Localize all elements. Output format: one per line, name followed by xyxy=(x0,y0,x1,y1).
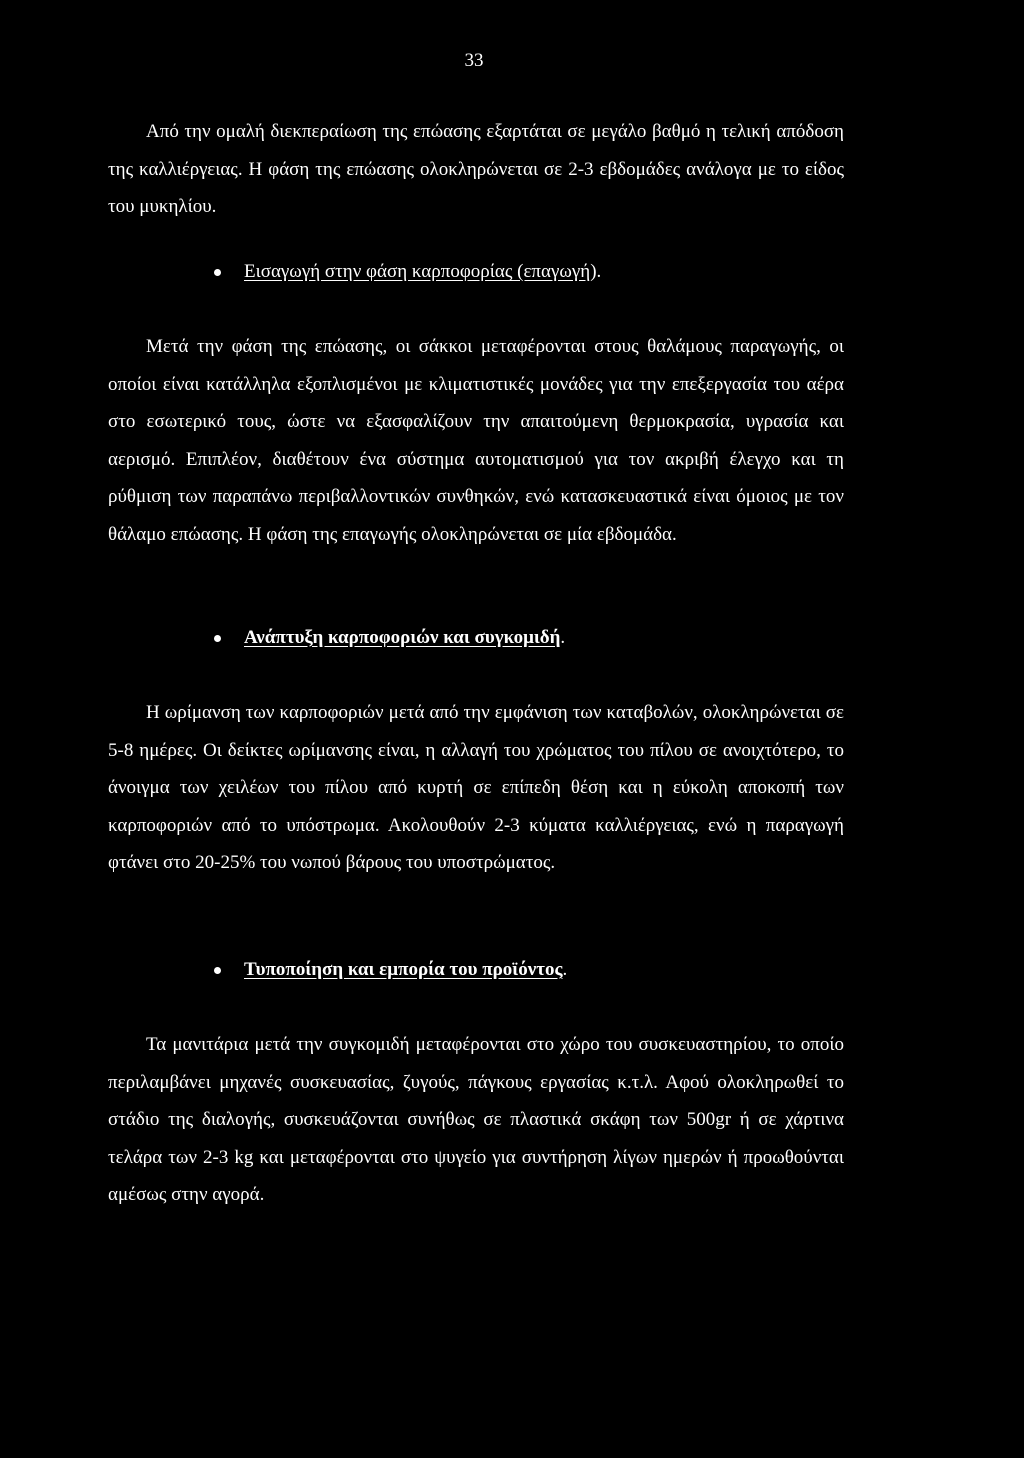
heading-punctuation: ). xyxy=(590,261,602,282)
section-heading-fruiting-induction xyxy=(214,259,601,285)
bullet-icon xyxy=(214,269,221,276)
section-heading-packaging-trade xyxy=(214,957,567,983)
paragraph-packaging: Τα μανιτάρια μετά την συγκομιδή μεταφέρονται στο χώρο του συσκευαστηρίου, το οποίο περιλαμβάνει μηχανές συσκευασίας, ζυγούς, πάγκους εργασίας κ.τ.λ. Αφού ολοκληρωθεί το στάδιο της διαλογής, συσκευάζονται συνήθως σε πλαστικά σκάφη των 500gr ή σε χάρτινα τελάρα των 2-3 kg και μεταφέρονται στο ψυγείο για συντήρηση λίγων ημερών ή προωθούνται αμέσως στην αγορά. xyxy=(108,1034,844,1205)
section-heading-development-harvest xyxy=(214,625,565,651)
heading-punctuation: . xyxy=(560,627,566,648)
bullet-icon xyxy=(214,967,221,974)
paragraph-maturation: Η ωρίμανση των καρποφοριών μετά από την εμφάνιση των καταβολών, ολοκληρώνεται σε 5-8 ημέρες. Οι δείκτες ωρίμανσης είναι, η αλλαγή του χρώματος του πίλου σε ανοιχτότερο, το άνοιγμα των χειλέων του πίλου από κυρτή σε επίπεδη θέση και η εύκολη αποκοπή των καρποφοριών από το υπόστρωμα. Ακολουθούν 2-3 κύματα καλλιέργειας, ενώ η παραγωγή φτάνει στο 20-25% του νωπού βάρους του υποστρώματος. xyxy=(108,702,844,873)
paragraph-production-chambers: Μετά την φάση της επώασης, οι σάκκοι μεταφέρονται στους θαλάμους παραγωγής, οι οποίοι είναι κατάλληλα εξοπλισμένοι με κλιματιστικές μονάδες για την επεξεργασία του αέρα στο εσωτερικό τους, ώστε να εξασφαλίζουν την απαιτούμενη θερμοκρασία, υγρασία και αερισμό. Επιπλέον, διαθέτουν ένα σύστημα αυτοματισμού για τον ακριβή έλεγχο και τη ρύθμιση των παραπάνω περιβαλλοντικών συνθηκών, ενώ κατασκευαστικά είναι όμοιος με τον θάλαμο επώασης. Η φάση της επαγωγής ολοκληρώνεται σε μία εβδομάδα. xyxy=(108,336,844,545)
page-number: 33 xyxy=(464,50,484,71)
heading-text: Τυποποίηση και εμπορία του προϊόντος xyxy=(244,959,563,980)
heading-text: Εισαγωγή στην φάση καρποφορίας (επαγωγή xyxy=(244,261,591,282)
heading-text: Ανάπτυξη καρποφοριών και συγκομιδή xyxy=(244,627,561,648)
paragraph-incubation-outcome: Από την ομαλή διεκπεραίωση της επώασης εξαρτάται σε μεγάλο βαθμό η τελική απόδοση της καλλιέργειας. Η φάση της επώασης ολοκληρώνεται σε 2-3 εβδομάδες ανάλογα με το είδος του μυκηλίου. xyxy=(108,121,844,217)
heading-punctuation: . xyxy=(562,959,568,980)
bullet-icon xyxy=(214,635,221,642)
